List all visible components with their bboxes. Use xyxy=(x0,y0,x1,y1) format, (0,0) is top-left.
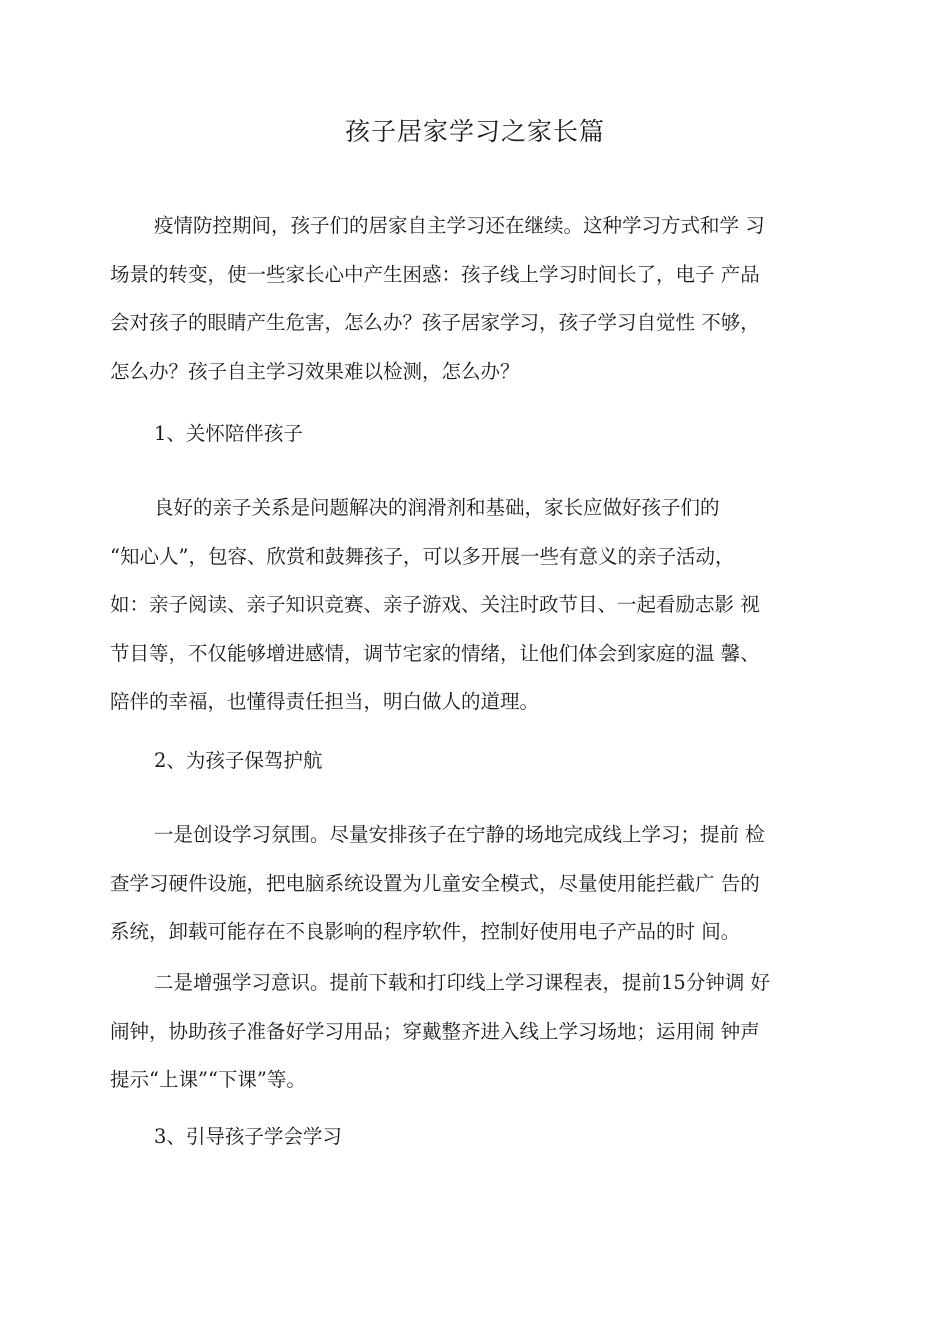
section-2-paragraph-2 xyxy=(110,959,840,1105)
section-2-line: 查学习硬件设施，把电脑系统设置为儿童安全模式，尽量使用能拦截广 告的 xyxy=(110,871,760,895)
section-2-line: 系统，卸载可能存在不良影响的程序软件，控制好使用电子产品的时 间。 xyxy=(110,920,741,943)
section-2-paragraph-1 xyxy=(110,811,840,957)
document-title: 孩子居家学习之家长篇 xyxy=(344,117,605,146)
section-1-line: 陪伴的幸福，也懂得责任担当，明白做人的道理。 xyxy=(110,690,540,713)
section-2-line: 一是创设学习氛围。尽量安排孩子在宁静的场地完成线上学习；提前 检 xyxy=(154,823,765,846)
section-2-line: 提示“上课”“下课”等。 xyxy=(110,1068,306,1091)
intro-line: 疫情防控期间，孩子们的居家自主学习还在继续。这种学习方式和学 习 xyxy=(154,214,765,237)
section-1-line: 如：亲子阅读、亲子知识竞赛、亲子游戏、关注时政节目、一起看励志影 视 xyxy=(110,593,760,616)
section-1-line: 良好的亲子关系是问题解决的润滑剂和基础，家长应做好孩子们的 xyxy=(154,496,720,519)
section-1-paragraph xyxy=(110,484,840,727)
section-heading-2: 2、为孩子保驾护航 xyxy=(154,749,323,772)
section-1-line: 节目等，不仅能够增进感情，调节宅家的情绪，让他们体会到家庭的温 馨、 xyxy=(110,641,760,665)
intro-paragraph xyxy=(110,202,840,396)
section-1-line: “知心人”，包容、欣赏和鼓舞孩子，可以多开展一些有意义的亲子活动， xyxy=(110,544,735,568)
section-2-line: 闹钟，协助孩子准备好学习用品；穿戴整齐进入线上学习场地；运用闹 钟声 xyxy=(110,1019,760,1043)
intro-line: 场景的转变，使一些家长心中产生困惑：孩子线上学习时间长了，电子 产品 xyxy=(110,262,760,286)
section-2-line: 二是增强学习意识。提前下载和打印线上学习课程表，提前15分钟调 好 xyxy=(154,971,771,994)
intro-line: 怎么办？孩子自主学习效果难以检测，怎么办？ xyxy=(110,359,520,383)
intro-line: 会对孩子的眼睛产生危害，怎么办？孩子居家学习，孩子学习自觉性 不够， xyxy=(110,311,760,334)
section-heading-1: 1、关怀陪伴孩子 xyxy=(154,422,303,445)
section-heading-3: 3、引导孩子学会学习 xyxy=(154,1125,342,1148)
